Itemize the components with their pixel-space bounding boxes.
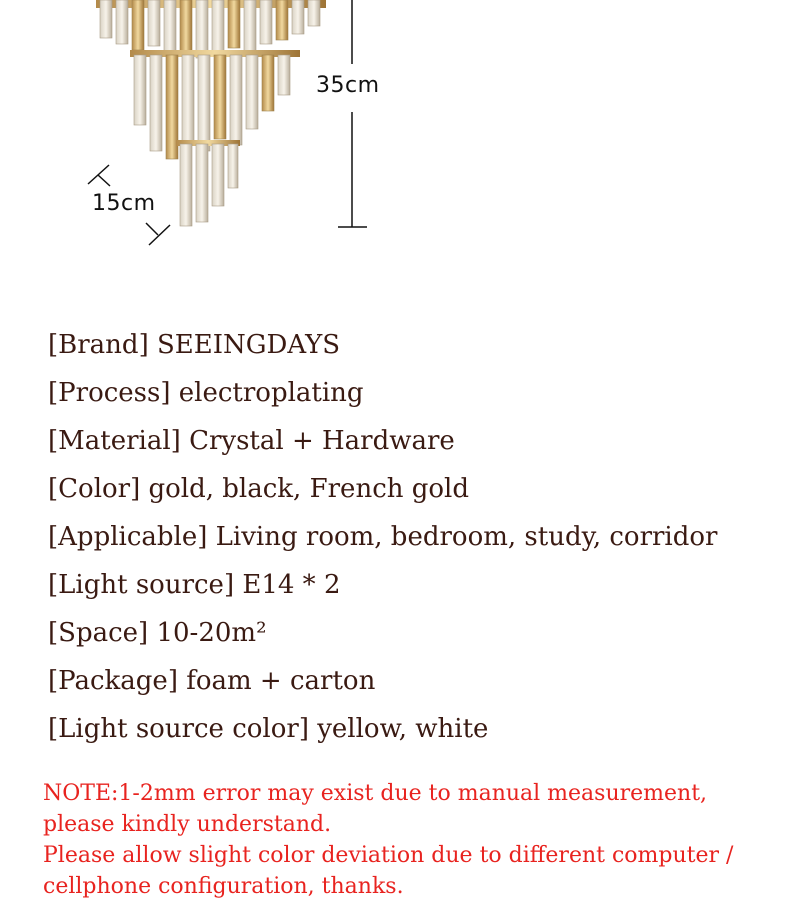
width-dimension-label: 15cm [92,191,156,216]
spec-material: [Material] Crystal + Hardware [48,426,455,456]
note-line: Please allow slight color deviation due to different computer / [43,843,734,868]
note-line: NOTE:1-2mm error may exist due to manual measurement, [43,781,708,806]
height-dimension-line [338,0,367,227]
spec-list [48,325,717,757]
disclaimer-note [43,778,773,902]
spec-space: [Space] 10-20m² [48,618,267,648]
note-line: cellphone configuration, thanks. [43,874,404,899]
spec-color: [Color] gold, black, French gold [48,474,470,504]
product-dimension-figure [0,0,800,290]
spec-light-source-color: [Light source color] yellow, white [48,714,489,744]
spec-applicable: [Applicable] Living room, bedroom, study, corridor [48,522,718,552]
spec-brand: [Brand] SEEINGDAYS [48,330,341,360]
height-dimension-label: 35cm [316,73,380,98]
spec-package: [Package] foam + carton [48,666,376,696]
note-line: please kindly understand. [43,812,332,837]
spec-process: [Process] electroplating [48,378,364,408]
spec-light-source: [Light source] E14 * 2 [48,570,341,600]
crystal-lamp-image [0,0,800,290]
